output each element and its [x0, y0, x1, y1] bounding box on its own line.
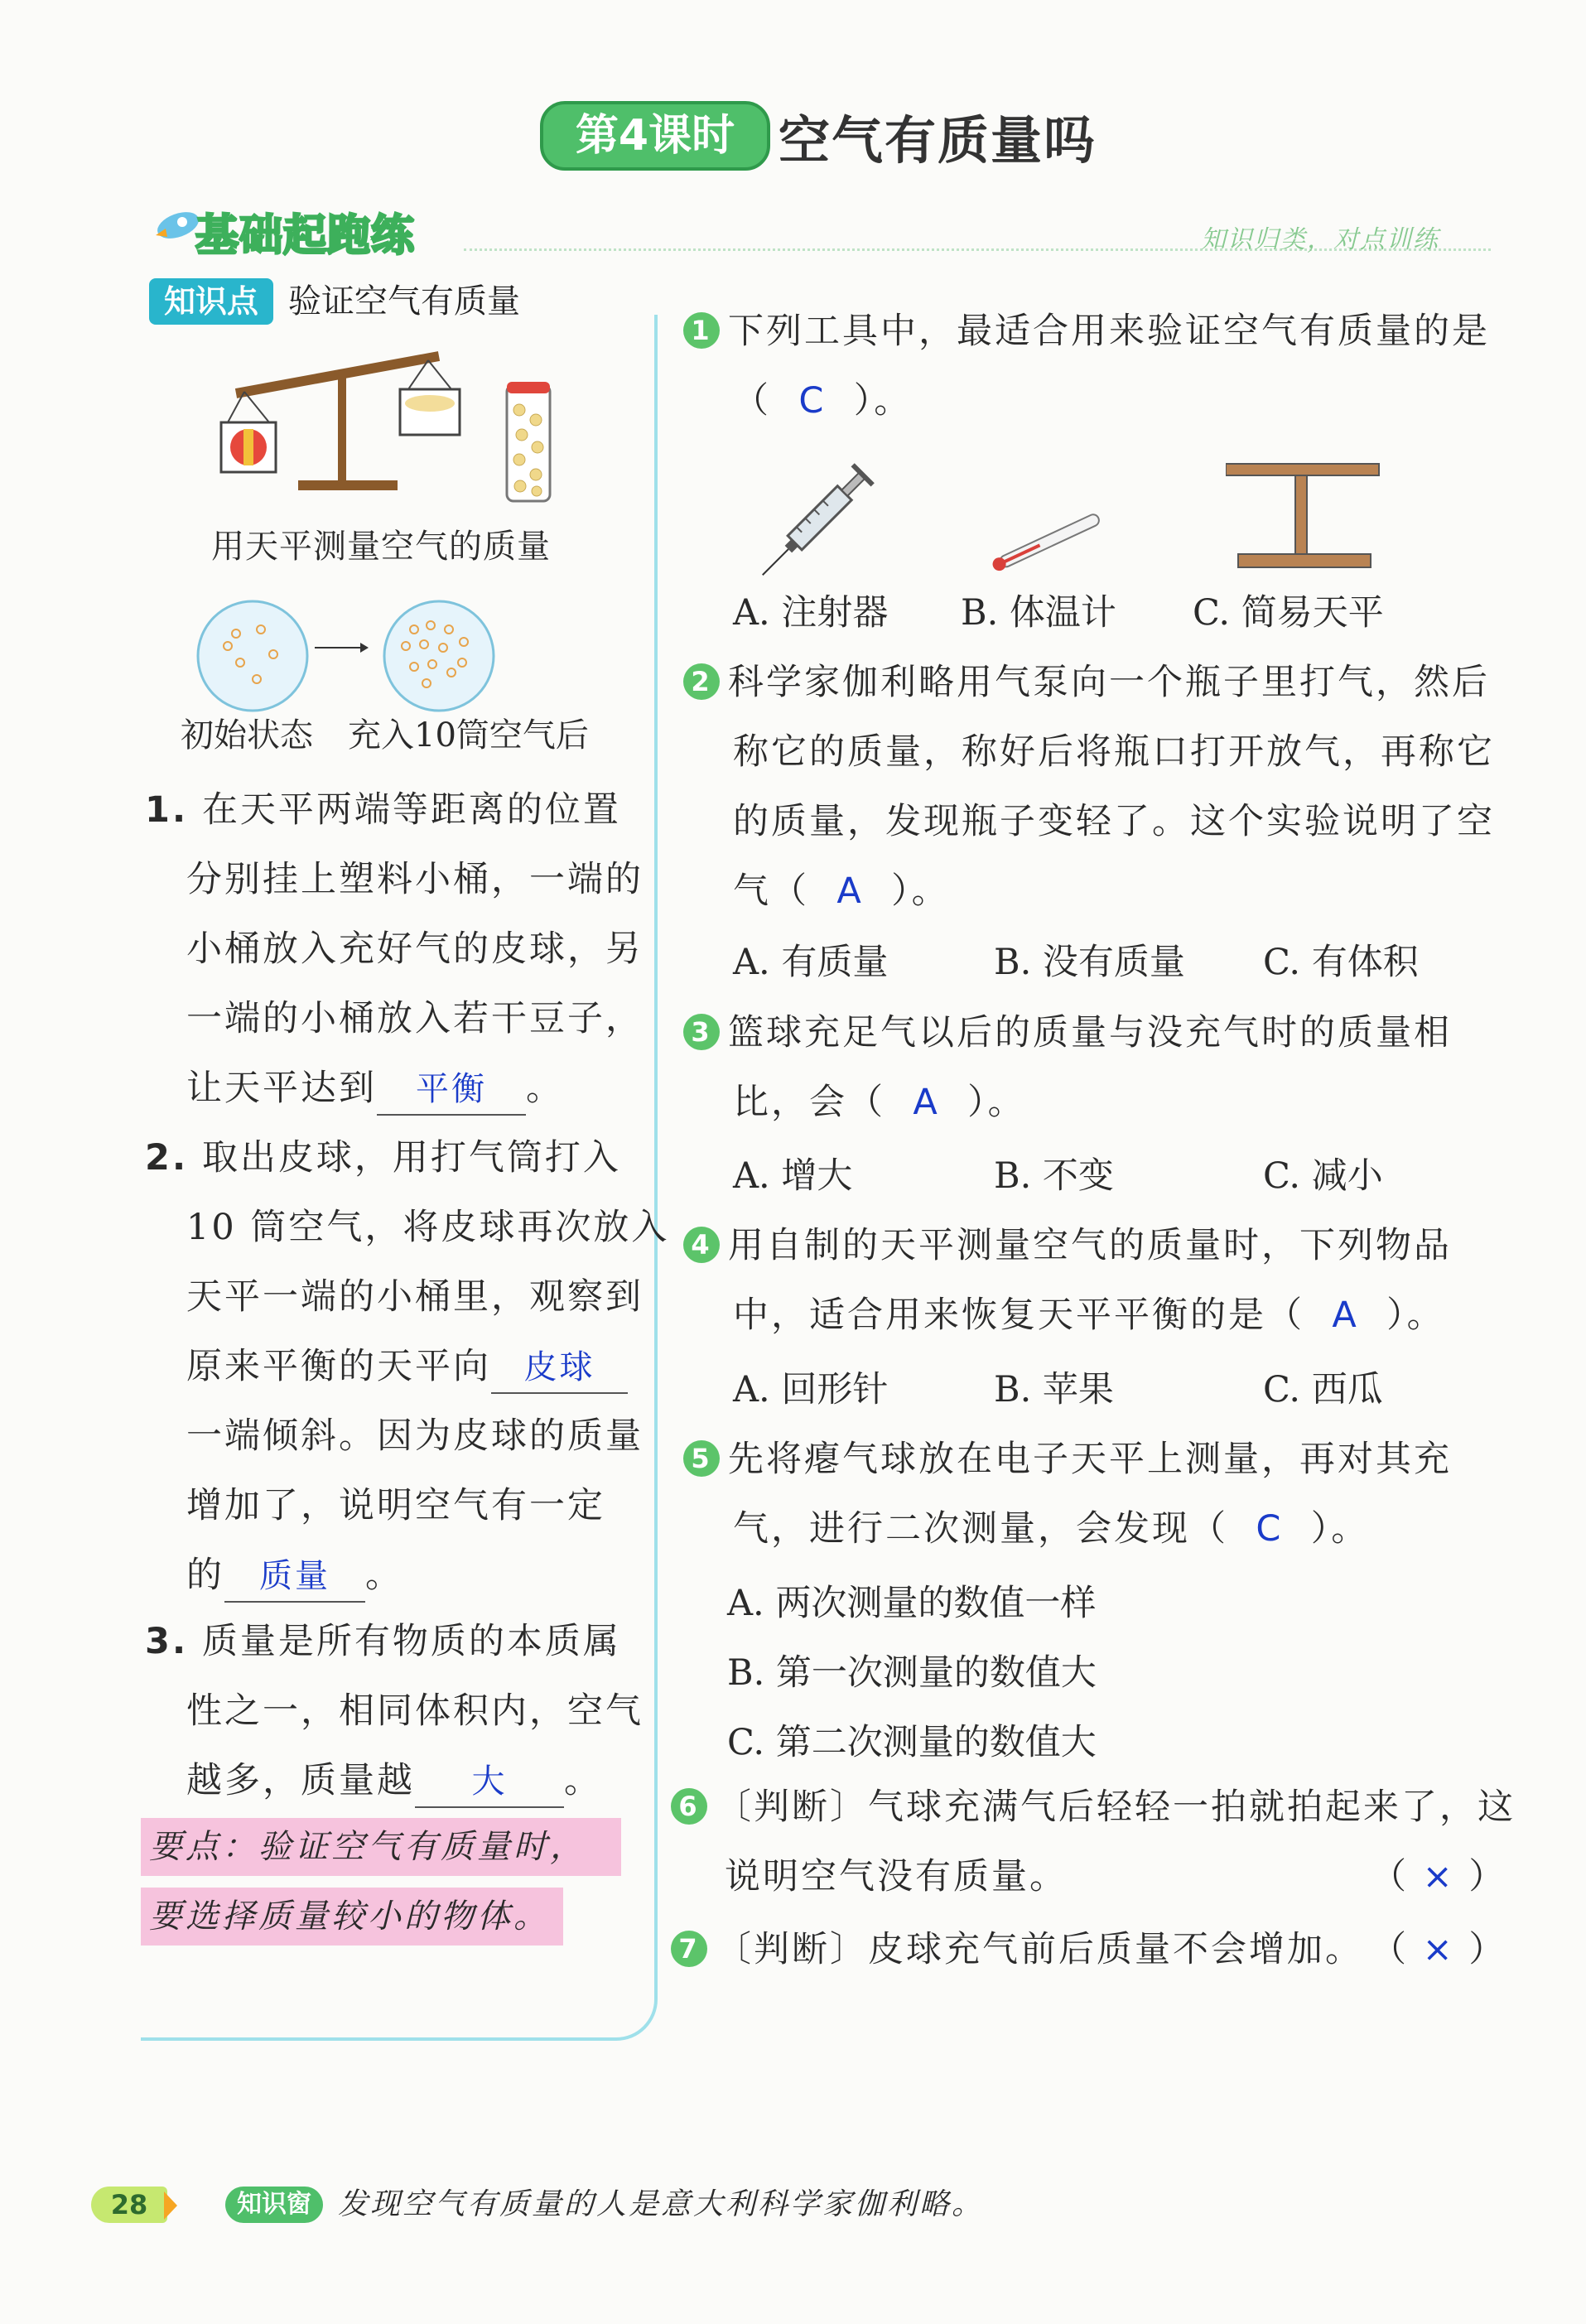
line: 分别挂上塑料小桶，一端的: [186, 859, 644, 900]
question-number-badge: 2: [683, 663, 720, 700]
judgement-box-7: （ × ）: [1371, 1929, 1507, 1970]
fig2-caption-right: 充入10筒空气后: [348, 716, 589, 755]
question-text: 科学家伽利略用气泵向一个瓶子里打气，然后: [728, 662, 1490, 703]
answer-blank[interactable]: 大: [415, 1757, 564, 1808]
left-question-3: [145, 1607, 644, 1815]
question-number-badge: 3: [683, 1014, 720, 1050]
option-c[interactable]: C. 简易天平: [1193, 592, 1384, 634]
line-end: 。: [564, 1760, 602, 1801]
option-a[interactable]: A. 有质量: [733, 942, 889, 983]
line-end: 。: [526, 1068, 564, 1109]
option-c[interactable]: C. 有体积: [1263, 942, 1419, 983]
judgement-answer[interactable]: ×: [1422, 1929, 1455, 1970]
option-b[interactable]: B. 第一次测量的数值大: [727, 1652, 1097, 1694]
line: 一端倾斜。因为皮球的质量: [186, 1415, 644, 1457]
key-point: [141, 1818, 621, 1946]
option-c[interactable]: C. 第二次测量的数值大: [727, 1722, 1097, 1763]
question-number: 3.: [145, 1621, 189, 1662]
line: 在天平两端等距离的位置: [201, 789, 621, 831]
fig1-caption: 用天平测量空气的质量: [211, 528, 551, 566]
right-question-5: [683, 1425, 1452, 1564]
answer-blank[interactable]: 皮球: [491, 1343, 628, 1394]
footer-tag: 知识窗: [225, 2187, 323, 2223]
paren-close: ）。: [1310, 1508, 1370, 1550]
question-text: 的质量，发现瓶子变轻了。这个实验说明了空: [733, 801, 1495, 842]
option-a[interactable]: A. 注射器: [733, 592, 889, 634]
fig2-caption-left: 初始状态: [181, 716, 313, 755]
lesson-title: 空气有质量吗: [779, 110, 1097, 171]
question-text: 篮球充足气以后的质量与没充气时的质量相: [728, 1012, 1452, 1054]
right-question-2: [683, 648, 1495, 926]
paren-open: 气，进行二次测量，会发现（: [733, 1508, 1228, 1550]
answer-blank[interactable]: 平衡: [377, 1064, 526, 1116]
key-point-line-2: 要选择质量较小的物体。: [141, 1888, 563, 1946]
pencil-icon: [164, 2191, 181, 2220]
line: 10 筒空气，将皮球再次放入: [186, 1207, 670, 1248]
line: 原来平衡的天平向: [186, 1346, 491, 1387]
line: 质量是所有物质的本质属: [201, 1621, 621, 1662]
page-number: 28: [91, 2187, 167, 2223]
answer-choice[interactable]: C: [798, 380, 827, 422]
answer-choice[interactable]: C: [1256, 1508, 1284, 1550]
option-a[interactable]: A. 两次测量的数值一样: [727, 1583, 1097, 1624]
question-number-badge: 5: [683, 1440, 720, 1477]
option-b[interactable]: B. 没有质量: [994, 942, 1185, 983]
knowledge-tag: 知识点: [149, 278, 273, 325]
lesson-tag: 第4课时: [540, 101, 770, 171]
paren-close: ）。: [967, 1082, 1026, 1123]
paren-open: 比，会（: [733, 1082, 885, 1123]
question-number: 1.: [145, 789, 189, 831]
footer-text: 发现空气有质量的人是意大利科学家伽利略。: [338, 2187, 985, 2221]
question-number-badge: 6: [671, 1788, 707, 1825]
key-point-line-1: 要点：验证空气有质量时，: [141, 1818, 621, 1876]
option-b[interactable]: B. 不变: [994, 1155, 1114, 1197]
paren-close: ）。: [1386, 1295, 1445, 1336]
line: 的: [186, 1555, 224, 1596]
answer-choice[interactable]: A: [836, 870, 864, 912]
thermometer-image: [981, 509, 1114, 576]
knowledge-title: 验证空气有质量: [288, 282, 520, 321]
line: 性之一，相同体积内，空气: [186, 1690, 644, 1732]
line: 让天平达到: [186, 1068, 377, 1109]
answer-choice[interactable]: A: [913, 1082, 940, 1123]
answer-blank[interactable]: 质量: [224, 1551, 365, 1603]
paren-close: ）。: [853, 380, 913, 422]
paren-open: 气（: [733, 870, 809, 912]
syringe-image: [762, 451, 886, 576]
answer-choice[interactable]: A: [1332, 1295, 1359, 1336]
right-question-7: [671, 1915, 1363, 1984]
judgement-box-6: （ × ）: [1371, 1856, 1507, 1897]
question-number-badge: 7: [671, 1931, 707, 1967]
judgement-answer[interactable]: ×: [1422, 1856, 1455, 1897]
right-question-1: [683, 297, 1490, 436]
line: 取出皮球，用打气筒打入: [201, 1137, 621, 1179]
option-a[interactable]: A. 增大: [733, 1155, 853, 1197]
left-question-2: [145, 1123, 669, 1610]
option-b[interactable]: B. 苹果: [994, 1369, 1114, 1410]
question-number-badge: 1: [683, 312, 720, 349]
option-c[interactable]: C. 减小: [1263, 1155, 1383, 1197]
question-text: 〔判断〕气球充满气后轻轻一拍就拍起来了，这: [716, 1786, 1516, 1828]
question-text: 先将瘪气球放在电子天平上测量，再对其充: [728, 1439, 1452, 1480]
paren-open: （: [733, 380, 771, 422]
section-note: 知识归类，对点训练: [1201, 225, 1439, 254]
paren-open: 中，适合用来恢复天平平衡的是（: [733, 1295, 1304, 1336]
right-question-3: [683, 998, 1452, 1137]
simple-balance-image: [1226, 460, 1383, 576]
question-number: 2.: [145, 1137, 189, 1179]
section-banner-title: 基础起跑练: [195, 211, 416, 261]
question-text: 下列工具中，最适合用来验证空气有质量的是: [728, 311, 1490, 352]
option-a[interactable]: A. 回形针: [733, 1369, 889, 1410]
question-text: 用自制的天平测量空气的质量时，下列物品: [728, 1225, 1452, 1266]
question-text: 说明空气没有质量。: [725, 1856, 1068, 1897]
question-text: 〔判断〕皮球充气前后质量不会增加。: [716, 1929, 1363, 1970]
line-end: 。: [365, 1555, 403, 1596]
left-question-1: [145, 775, 644, 1123]
option-c[interactable]: C. 西瓜: [1263, 1369, 1383, 1410]
option-b[interactable]: B. 体温计: [961, 592, 1116, 634]
line: 越多，质量越: [186, 1760, 415, 1801]
balance-figure: [211, 344, 576, 509]
question-number-badge: 4: [683, 1227, 720, 1263]
right-question-4: [683, 1211, 1452, 1350]
line: 天平一端的小桶里，观察到: [186, 1276, 644, 1318]
question-text: 称它的质量，称好后将瓶口打开放气，再称它: [733, 731, 1495, 773]
line: 小桶放入充好气的皮球，另: [186, 928, 644, 970]
line: 一端的小桶放入若干豆子，: [186, 998, 644, 1039]
air-comparison-figure: [190, 596, 538, 721]
paren-close: ）。: [891, 870, 950, 912]
line: 增加了，说明空气有一定: [186, 1485, 605, 1526]
